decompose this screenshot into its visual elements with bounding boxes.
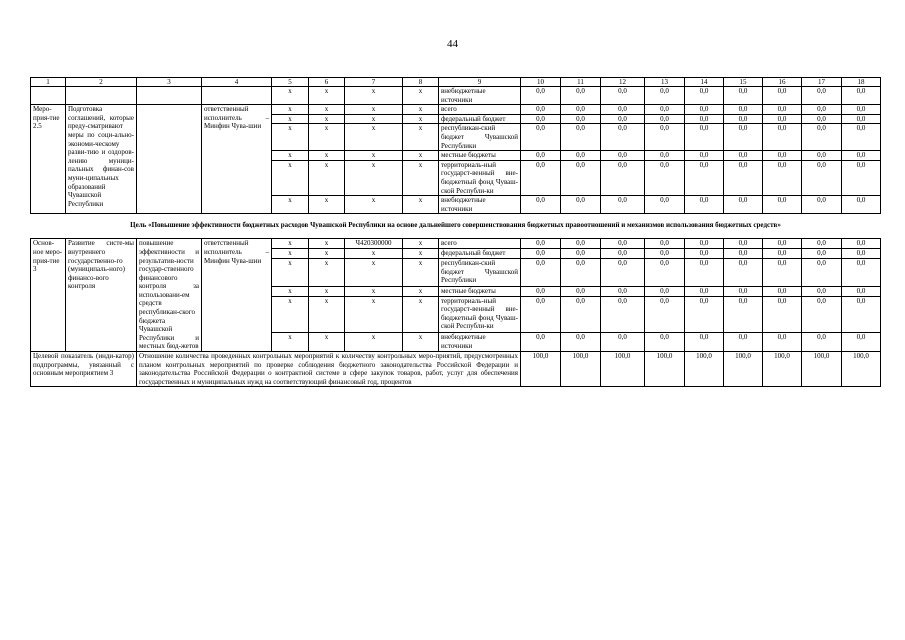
column-header: 15 — [724, 78, 763, 87]
empty-cell — [31, 87, 66, 105]
measure-executor: ответственный исполнитель – Минфин Чува-шии — [202, 239, 272, 352]
cell-value: 0,0 — [521, 114, 561, 124]
cell-value: 0,0 — [561, 286, 601, 296]
cell-value: 0,0 — [802, 259, 842, 287]
cell-kbk: x — [345, 333, 403, 352]
cell-x: x — [272, 160, 309, 195]
funding-source: внебюджетные источники — [439, 87, 521, 105]
cell-value: 0,0 — [763, 87, 802, 105]
cell-value: 0,0 — [685, 87, 724, 105]
cell-value: 0,0 — [561, 160, 601, 195]
cell-x: x — [309, 249, 345, 259]
cell-value: 0,0 — [842, 249, 881, 259]
cell-value: 0,0 — [521, 239, 561, 249]
cell-value: 0,0 — [645, 105, 685, 115]
goal-row — [31, 214, 881, 239]
cell-value: 0,0 — [763, 124, 802, 151]
column-header: 14 — [685, 78, 724, 87]
indicator-label: Целевой показатель (инди-катор) подпрограммы, увязанный с основным мероприятием 3 — [31, 352, 137, 387]
cell-value: 0,0 — [521, 151, 561, 161]
cell-value: 0,0 — [601, 114, 645, 124]
cell-value: 0,0 — [601, 124, 645, 151]
cell-value: 0,0 — [802, 333, 842, 352]
cell-x: x — [309, 160, 345, 195]
cell-value: 0,0 — [724, 286, 763, 296]
cell-value: 0,0 — [763, 105, 802, 115]
cell-x: x — [309, 286, 345, 296]
cell-value: 0,0 — [724, 296, 763, 333]
cell-x: x — [403, 160, 439, 195]
cell-value: 0,0 — [763, 259, 802, 287]
cell-value: 0,0 — [561, 196, 601, 214]
cell-x: x — [403, 196, 439, 214]
cell-x: x — [272, 259, 309, 287]
cell-value: 0,0 — [724, 249, 763, 259]
cell-x: x — [309, 239, 345, 249]
cell-value: 0,0 — [763, 151, 802, 161]
cell-x: x — [403, 151, 439, 161]
empty-cell — [66, 87, 137, 105]
indicator-value: 100,0 — [561, 352, 601, 387]
cell-value: 0,0 — [685, 196, 724, 214]
cell-value: 0,0 — [842, 151, 881, 161]
cell-value: 0,0 — [601, 286, 645, 296]
funding-source: местные бюджеты — [439, 286, 521, 296]
cell-value: 0,0 — [521, 105, 561, 115]
cell-value: 0,0 — [561, 151, 601, 161]
funding-source: всего — [439, 105, 521, 115]
cell-value: 0,0 — [724, 124, 763, 151]
cell-value: 0,0 — [685, 296, 724, 333]
cell-x: x — [309, 151, 345, 161]
cell-value: 0,0 — [521, 124, 561, 151]
cell-value: 0,0 — [521, 249, 561, 259]
cell-value: 0,0 — [561, 259, 601, 287]
cell-x: x — [272, 286, 309, 296]
cell-value: 0,0 — [842, 286, 881, 296]
cell-value: 0,0 — [521, 196, 561, 214]
cell-value: 0,0 — [763, 160, 802, 195]
indicator-value: 100,0 — [763, 352, 802, 387]
column-header: 3 — [137, 78, 202, 87]
cell-value: 0,0 — [802, 239, 842, 249]
page-number: 44 — [447, 38, 458, 50]
column-header: 8 — [403, 78, 439, 87]
cell-value: 0,0 — [763, 286, 802, 296]
column-header: 10 — [521, 78, 561, 87]
cell-x: x — [309, 87, 345, 105]
cell-value: 0,0 — [685, 333, 724, 352]
cell-value: 0,0 — [842, 160, 881, 195]
cell-value: 0,0 — [802, 105, 842, 115]
cell-value: 0,0 — [561, 124, 601, 151]
cell-value: 0,0 — [842, 114, 881, 124]
funding-source: территориаль-ный государст-венный вне-бюджетный фонд Чуваш-ской Республи-ки — [439, 160, 521, 195]
indicator-value: 100,0 — [601, 352, 645, 387]
cell-value: 0,0 — [802, 286, 842, 296]
cell-value: 0,0 — [601, 105, 645, 115]
cell-value: 0,0 — [763, 239, 802, 249]
program-table — [30, 77, 881, 387]
indicator-value: 100,0 — [802, 352, 842, 387]
cell-value: 0,0 — [685, 239, 724, 249]
cell-x: x — [309, 105, 345, 115]
cell-value: 0,0 — [601, 333, 645, 352]
cell-kbk: x — [345, 160, 403, 195]
column-header: 9 — [439, 78, 521, 87]
cell-x: x — [272, 196, 309, 214]
cell-value: 0,0 — [685, 249, 724, 259]
column-header: 1 — [31, 78, 66, 87]
cell-x: x — [309, 124, 345, 151]
cell-value: 0,0 — [802, 114, 842, 124]
indicator-row — [31, 352, 881, 387]
cell-value: 0,0 — [842, 296, 881, 333]
funding-source: всего — [439, 239, 521, 249]
cell-value: 0,0 — [685, 105, 724, 115]
indicator-value: 100,0 — [685, 352, 724, 387]
cell-value: 0,0 — [645, 259, 685, 287]
cell-value: 0,0 — [802, 151, 842, 161]
funding-source: территориаль-ный государст-венный вне-бюджетный фонд Чуваш-ской Республи-ки — [439, 296, 521, 333]
cell-x: x — [272, 249, 309, 259]
cell-value: 0,0 — [802, 249, 842, 259]
cell-kbk: x — [345, 259, 403, 287]
cell-value: 0,0 — [561, 105, 601, 115]
column-header: 4 — [202, 78, 272, 87]
cell-x: x — [403, 286, 439, 296]
cell-x: x — [403, 259, 439, 287]
cell-value: 0,0 — [842, 105, 881, 115]
cell-value: 0,0 — [521, 160, 561, 195]
cell-value: 0,0 — [645, 196, 685, 214]
cell-value: 0,0 — [802, 124, 842, 151]
cell-x: x — [309, 114, 345, 124]
cell-value: 0,0 — [724, 114, 763, 124]
funding-source: местные бюджеты — [439, 151, 521, 161]
cell-value: 0,0 — [645, 249, 685, 259]
indicator-value: 100,0 — [645, 352, 685, 387]
cell-value: 0,0 — [601, 196, 645, 214]
cell-value: 0,0 — [645, 114, 685, 124]
cell-x: x — [403, 124, 439, 151]
cell-value: 0,0 — [685, 160, 724, 195]
column-header: 7 — [345, 78, 403, 87]
column-header: 2 — [66, 78, 137, 87]
cell-value: 0,0 — [521, 286, 561, 296]
cell-x: x — [272, 151, 309, 161]
cell-kbk: x — [345, 87, 403, 105]
column-header: 6 — [309, 78, 345, 87]
cell-value: 0,0 — [685, 151, 724, 161]
cell-value: 0,0 — [724, 333, 763, 352]
cell-value: 0,0 — [685, 286, 724, 296]
cell-x: x — [403, 87, 439, 105]
cell-x: x — [403, 105, 439, 115]
cell-value: 0,0 — [645, 286, 685, 296]
cell-value: 0,0 — [763, 249, 802, 259]
cell-value: 0,0 — [601, 296, 645, 333]
measure-target: повышение эффективности и результатив-ности государ-ственного финансового контроля за использовани-ем средств республикан-ского бюджета Чувашской Республики и местных бюд-жетов — [137, 239, 202, 352]
cell-value: 0,0 — [521, 87, 561, 105]
cell-value: 0,0 — [842, 124, 881, 151]
cell-value: 0,0 — [521, 333, 561, 352]
cell-kbk: x — [345, 105, 403, 115]
cell-value: 0,0 — [802, 196, 842, 214]
cell-value: 0,0 — [685, 259, 724, 287]
cell-x: x — [272, 333, 309, 352]
column-header: 12 — [601, 78, 645, 87]
cell-value: 0,0 — [601, 151, 645, 161]
column-header: 5 — [272, 78, 309, 87]
cell-value: 0,0 — [802, 296, 842, 333]
column-header: 16 — [763, 78, 802, 87]
cell-kbk: x — [345, 196, 403, 214]
cell-value: 0,0 — [521, 296, 561, 333]
cell-value: 0,0 — [802, 160, 842, 195]
cell-value: 0,0 — [842, 196, 881, 214]
cell-value: 0,0 — [561, 114, 601, 124]
funding-source: федеральный бюджет — [439, 249, 521, 259]
column-header: 18 — [842, 78, 881, 87]
cell-value: 0,0 — [763, 196, 802, 214]
cell-value: 0,0 — [842, 87, 881, 105]
cell-x: x — [272, 114, 309, 124]
funding-source: внебюджетные источники — [439, 333, 521, 352]
cell-value: 0,0 — [724, 151, 763, 161]
cell-x: x — [309, 259, 345, 287]
funding-source: республикан-ский бюджет Чувашской Республики — [439, 124, 521, 151]
cell-value: 0,0 — [763, 114, 802, 124]
cell-x: x — [309, 196, 345, 214]
cell-x: x — [272, 105, 309, 115]
cell-x: x — [272, 239, 309, 249]
indicator-value: 100,0 — [724, 352, 763, 387]
cell-value: 0,0 — [842, 239, 881, 249]
cell-value: 0,0 — [685, 114, 724, 124]
cell-value: 0,0 — [601, 259, 645, 287]
column-header: 13 — [645, 78, 685, 87]
cell-value: 0,0 — [724, 160, 763, 195]
cell-value: 0,0 — [645, 333, 685, 352]
table-row — [31, 87, 881, 105]
indicator-text: Отношение количества проведенных контрольных мероприятий к количеству контрольных меро-приятий, предусмотренных планом контрольных мероприятий по проверке соблюдения бюджетного законодательства Российской Федерации и законодательства Российской Федерации о контрактной системе в сфере закупок товаров, работ, услуг для обеспечения государственных и муниципальных нужд на соответствующий финансовый год, процентов — [137, 352, 521, 387]
column-header: 11 — [561, 78, 601, 87]
cell-x: x — [309, 333, 345, 352]
cell-x: x — [309, 296, 345, 333]
measure-executor: ответственный исполнитель – Минфин Чува-шии — [202, 105, 272, 214]
funding-source: внебюджетные источники — [439, 196, 521, 214]
cell-kbk: x — [345, 151, 403, 161]
cell-value: 0,0 — [561, 333, 601, 352]
measure-name: Подготовка соглашений, которые преду-сматривают меры по соци-ально-экономи-ческому разви-тию и оздоров-лению муници-пальных финан-сов муни-ципальных образований Чувашской Республики — [66, 105, 137, 214]
cell-kbk: x — [345, 286, 403, 296]
table-row — [31, 239, 881, 249]
indicator-value: 100,0 — [842, 352, 881, 387]
cell-kbk: x — [345, 296, 403, 333]
cell-value: 0,0 — [763, 296, 802, 333]
cell-value: 0,0 — [645, 296, 685, 333]
cell-value: 0,0 — [645, 160, 685, 195]
cell-value: 0,0 — [561, 296, 601, 333]
cell-value: 0,0 — [645, 87, 685, 105]
cell-x: x — [403, 114, 439, 124]
header-row — [31, 78, 881, 87]
cell-value: 0,0 — [601, 239, 645, 249]
funding-source: республикан-ский бюджет Чувашской Республики — [439, 259, 521, 287]
cell-value: 0,0 — [645, 151, 685, 161]
cell-value: 0,0 — [842, 259, 881, 287]
cell-kbk: Ч420300000 — [345, 239, 403, 249]
cell-x: x — [272, 124, 309, 151]
cell-value: 0,0 — [601, 160, 645, 195]
cell-value: 0,0 — [645, 124, 685, 151]
cell-value: 0,0 — [724, 196, 763, 214]
indicator-value: 100,0 — [521, 352, 561, 387]
cell-x: x — [403, 333, 439, 352]
cell-value: 0,0 — [561, 249, 601, 259]
cell-x: x — [403, 249, 439, 259]
cell-value: 0,0 — [724, 239, 763, 249]
cell-value: 0,0 — [645, 239, 685, 249]
measure-code: Меро-прия-тие 2.5 — [31, 105, 66, 214]
cell-value: 0,0 — [724, 105, 763, 115]
cell-kbk: x — [345, 124, 403, 151]
goal-title: Цель «Повышение эффективности бюджетных расходов Чувашской Республики на основе дальнейшего совершенствования бюджетных правоотношений и механизмов использования бюджетных средств» — [130, 221, 781, 230]
funding-source: федеральный бюджет — [439, 114, 521, 124]
cell-x: x — [403, 296, 439, 333]
cell-value: 0,0 — [561, 239, 601, 249]
cell-value: 0,0 — [763, 333, 802, 352]
cell-value: 0,0 — [521, 259, 561, 287]
empty-cell — [202, 87, 272, 105]
cell-value: 0,0 — [802, 87, 842, 105]
cell-value: 0,0 — [601, 249, 645, 259]
cell-x: x — [403, 239, 439, 249]
column-header: 17 — [802, 78, 842, 87]
cell-value: 0,0 — [561, 87, 601, 105]
empty-cell — [137, 87, 202, 105]
cell-x: x — [272, 296, 309, 333]
cell-value: 0,0 — [724, 87, 763, 105]
cell-x: x — [272, 87, 309, 105]
measure-target — [137, 105, 202, 214]
cell-value: 0,0 — [685, 124, 724, 151]
cell-value: 0,0 — [601, 87, 645, 105]
cell-kbk: x — [345, 114, 403, 124]
cell-value: 0,0 — [842, 333, 881, 352]
cell-kbk: x — [345, 249, 403, 259]
measure-code: Основ-ное меро-прия-тие 3 — [31, 239, 66, 352]
measure-name: Развитие систе-мы внутреннего государственно-го (муниципаль-ного) финансо-вого контроля — [66, 239, 137, 352]
table-row — [31, 105, 881, 115]
cell-value: 0,0 — [724, 259, 763, 287]
